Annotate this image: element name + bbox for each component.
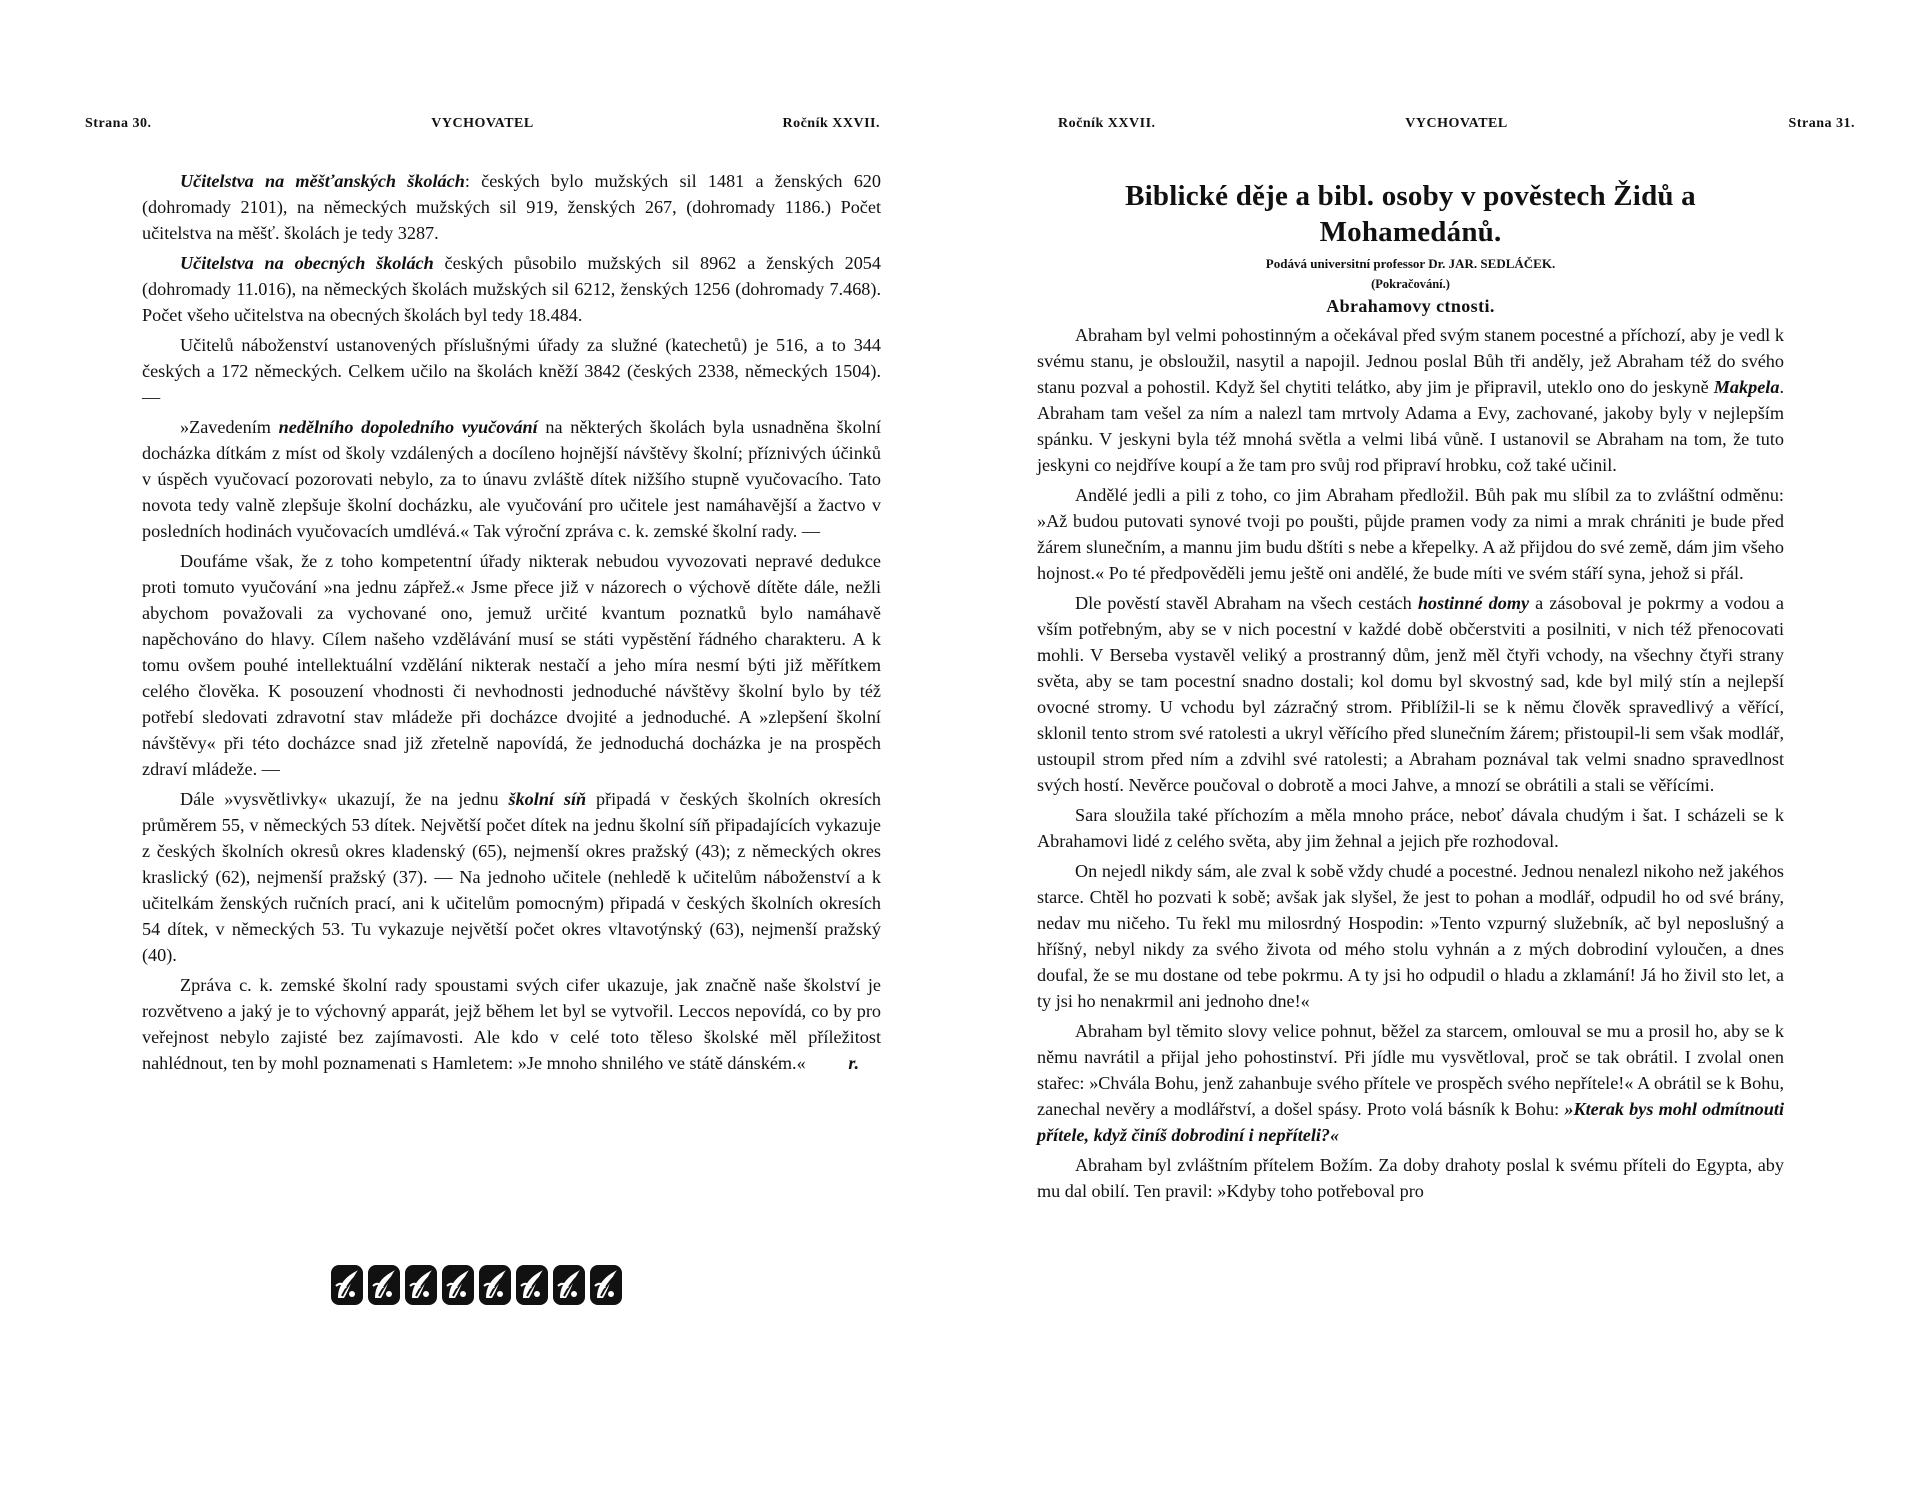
left-running-head [85, 116, 880, 136]
section-title: Abrahamovy ctnosti. [1326, 296, 1495, 316]
paragraph: On nejedl nikdy sám, ale zval k sobě vždy chudé a pocestné. Jednou nenalezl nikoho než jakéhos starce. Chtěl ho pozvati k sobě; avšak jak slyšel, že jest to pohan a modlář, odpudil ho od své brány, nedav mu ničeho. Tu řekl mu milosrdný Hospodin: »Tento vzpurný služebník, ač byl neposlušný a hříšný, nebyl nikdy za svého života od mého stolu vyhnán a z mých dobrodiní vyloučen, a dnes doufal, že se mu dostane od tebe pokrmu. A ty jsi ho odpudil o hladu a zklamání! Já ho živil sto let, a ty jsi ho nenakrmil ani jednoho dne!« [1037, 861, 1784, 1011]
paragraph: Sara sloužila také příchozím a měla mnoho práce, neboť dávala chudým i šat. I scházeli se k Abrahamovi lidé z celého světa, aby jim žehnal a jejich pře rozhodoval. [1037, 805, 1784, 851]
emphasis: Učitelstva na měšťanských školách [180, 171, 465, 191]
article-title: Biblické děje a bibl. osoby v pověstech Židů a Mohamedánů. [1125, 180, 1696, 248]
article-author: Podává universitní professor Dr. JAR. SEDLÁČEK. [1265, 256, 1556, 271]
paragraph: Dle pověstí stavěl Abraham na všech cestách hostinné domy a zásoboval je pokrmy a vodou a vším potřebným, aby se v nich pocestní v každé době občerstviti a posilniti, v nich též přenocovati mohli. V Berseba vystavěl veliký a prostranný dům, jenž měl čtyři vchody, na všechny čtyři strany světa, aby se tam pocestní snadno dostali; kol domu byl skvostný sad, kde byl milý stín a nejlepší ovocné stromy. U vchodu byl zázračný strom. Přiblížil-li se k němu člověk spravedlivý a věřící, sklonil tento strom své ratolesti a ukryl věřícího před slunečním žárem; přistoupil-li sem však modlář, ustoupil strom před ním a zdvihl své ratolesti; a Abraham poznával tak velmi snadno spravedlnost svých hostí. Nevěrce poučoval o dobrotě a moci Jahve, a mnozí se obrátili a stali se věřícími. [1037, 593, 1784, 795]
paragraph: Abraham byl těmito slovy velice pohnut, běžel za starcem, omlouval se mu a prosil ho, aby se k němu navrátil a přijal jeho pohostinství. Při jídle mu vysvětloval, proč se tak obrátil. I zvolal onen stařec: »Chvála Bohu, jenž zahanbuje svého přítele ve prospěch svého nepřítele!« A obrátil se k Bohu, zanechal nevěry a modlářství, a došel spásy. Proto volá básník k Bohu: »Kterak bys mohl odmítnouti přítele, když činíš dobrodiní i nepříteli?« [1037, 1021, 1784, 1145]
paragraph: Učitelů náboženství ustanovených příslušnými úřady za služné (katechetů) je 516, a to 344 českých a 172 německých. Celkem učilo na školách kněží 3842 (českých 2338, německých 1504). — [142, 335, 881, 407]
emphasis: »Kterak bys mohl odmítnouti přítele, když činíš dobrodiní i nepříteli?« [1037, 1099, 1784, 1145]
paragraph: Dále »vysvětlivky« ukazují, že na jednu školní síň připadá v českých školních okresích průměrem 55, v německých 53 dítek. Největší počet dítek na jednu školní síň připadajících vykazuje z českých školních okresů okres kladenský (65), nejmenší okres pražský (43); z německých okres kraslický (62), nejmenší pražský (37). — Na jednoho učitele (nehledě k učitelům náboženství a k učitelkám ženských ručních prací, ani k učitelům pomocným) připadá v českých školních okresích 54 dítek, v německých 53. Tu vykazuje největší počet okres vltavotýnský (63), nejmenší pražský (40). [142, 789, 881, 965]
right-page-number: Strana 31. [1788, 116, 1855, 131]
left-page-number: Strana 30. [85, 116, 152, 131]
right-page [953, 0, 1906, 1501]
emphasis: hostinné domy [1417, 593, 1530, 613]
left-journal-title: VYCHOVATEL [431, 116, 534, 131]
left-volume: Ročník XXVII. [782, 116, 880, 131]
emphasis: nedělního dopoledního vyučování [278, 417, 538, 437]
emphasis: Makpela [1713, 377, 1780, 397]
paragraph: Abraham byl zvláštním přítelem Božím. Za doby drahoty poslal k svému příteli do Egypta, aby mu dal obilí. Ten pravil: »Kdyby toho potřeboval pro [1037, 1155, 1784, 1201]
right-volume: Ročník XXVII. [1058, 116, 1156, 131]
paragraph: Učitelstva na měšťanských školách: českých bylo mužských sil 1481 a ženských 620 (dohromady 2101), na německých mužských sil 919, ženských 267, (dohromady 1186.) Počet učitelstva na měšť. školách je tedy 3287. [142, 171, 881, 243]
right-body [1037, 178, 1784, 1208]
decorative-ornament [328, 1262, 628, 1308]
paragraph: Zpráva c. k. zemské školní rady spoustami svých cifer ukazuje, jak značně naše školství je rozvětveno a jaký je to výchovný apparát, jejž během let byl se vytvořil. Leccos nepovídá, co by pro veřejnost nebylo zajisté bez zajímavosti. Ale kdo v celé toto těleso školské měl příležitost nahlédnout, ten by mohl poznamenati s Hamletem: »Je mnoho shnilého ve státě dánském.« r. [142, 972, 881, 1076]
emphasis: školní síň [508, 789, 587, 809]
continuation-note: (Pokračování.) [1371, 277, 1450, 291]
paragraph: Andělé jedli a pili z toho, co jim Abraham předložil. Bůh pak mu slíbil za to zvláštní odměnu: »Až budou putovati synové tvoji po poušti, půjde pramen vody za nimi a mrak chrániti je bude před žárem slunečním, a mannu jim budu dštíti s nebe a křepelky. A až přijdou do své země, dám jim všeho hojnost.« Po té předpověděli jemu ještě oni andělé, že bude míti ve svém stáří syna, jehož si přál. [1037, 485, 1784, 583]
emphasis: Učitelstva na obecných školách [180, 253, 434, 273]
left-body [142, 168, 881, 1080]
right-journal-title: VYCHOVATEL [1405, 116, 1508, 131]
paragraph: Abraham byl velmi pohostinným a očekával před svým stanem pocestné a příchozí, aby je vedl k svému stanu, je obsloužil, nasytil a napojil. Jednou poslal Bůh tři anděly, jež Abraham též do svého stanu pozval a pohostil. Když šel chytiti telátko, aby jim je připravil, uteklo ono do jeskyně Makpela. Abraham tam vešel za ním a nalezl tam mrtvoly Adama a Evy, zachované, jakoby byly v nejlepším spánku. V jeskyni byla též mnohá světla a velmi libá vůně. I ustanovil se Abraham na tom, že tuto jeskyni co nejdříve koupí a že tam pro svůj rod připraví hrobku, což také učinil. [1037, 325, 1784, 475]
paragraph: »Zavedením nedělního dopoledního vyučování na některých školách byla usnadněna školní docházka dítkám z míst od školy vzdálených a docíleno hojnější návštěvy školní; příznivých účinků v úspěch vyučovací pozorovati nebylo, za to únavu zvláště dítek nižšího stupně vyučovacího. Tato novota tedy valně zlepšuje školní docházku, ale vyučování pro učitele jest namáhavější a žactvo v posledních hodinách vyučovacích umdlévá.« Tak výroční zpráva c. k. zemské školní rady. — [142, 417, 881, 541]
paragraph: Učitelstva na obecných školách českých působilo mužských sil 8962 a ženských 2054 (dohromady 11.016), na německých školách mužských sil 6212, ženských 1256 (dohromady 7.468). Počet všeho učitelstva na obecných školách byl tedy 18.484. [142, 253, 881, 325]
right-running-head [1058, 116, 1855, 136]
author-signature: r. [848, 1053, 859, 1073]
ornament-icon [330, 1262, 626, 1308]
paragraph: Doufáme však, že z toho kompetentní úřady nikterak nebudou vyvozovati nepravé dedukce proti tomuto vyučování »na jednu zápřež.« Jsme přece již v názorech o výchově dítěte dále, nežli abychom považovali za vychované ono, jemuž určité kvantum poznatků bylo namáhavě napěchováno do hlavy. Cílem našeho vzdělávání musí se státi vypěstění řádného charakteru. A k tomu ovšem pouhé intellektuální vzdělání nikterak nestačí a jeho míra nesmí býti již měřítkem celého člověka. K posouzení vhodnosti či nevhodnosti jednoduché návštěvy školní bylo by též potřebí sledovati zdravotní stav mládeže při docházce dvojité a jednoduché. A »zlepšení školní návštěvy« při této docházce snad již zřetelně napovídá, že jednoduchá docházka je na prospěch zdraví mládeže. — [142, 551, 881, 779]
